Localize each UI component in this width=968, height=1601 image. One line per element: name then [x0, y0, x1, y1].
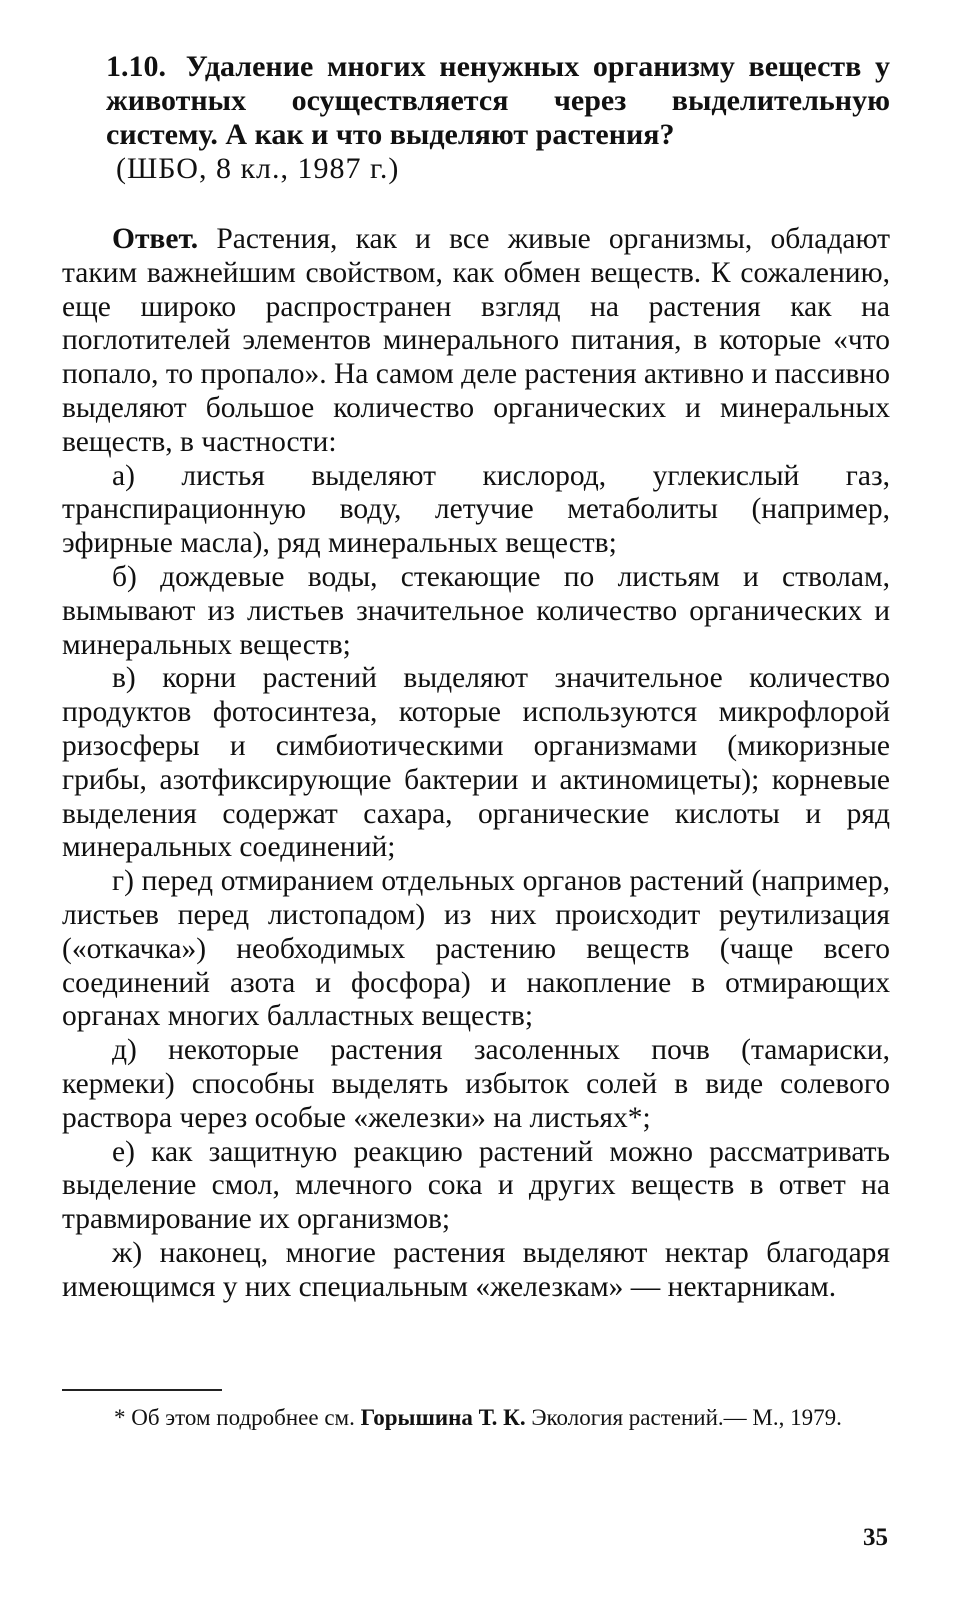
list-item-g: г) перед отмиранием отдельных органов растений (например, листьев перед листопадом) из них происходит реутилизация («откачка») необходимых растению веществ (чаще всего соединений азота и фосфора) и накопление в отмирающих органах многих балластных веществ;: [62, 865, 890, 1033]
list-item-b: б) дождевые воды, стекающие по листьям и стволам, вымывают из листьев значительное количество органических и минеральных веществ;: [62, 560, 890, 661]
footnote-divider: [62, 1389, 222, 1391]
answer-body: [62, 223, 890, 1305]
footnote-prefix: * Об этом подробнее см.: [114, 1405, 355, 1430]
footnote: [62, 1403, 890, 1433]
footnote-rest: Экология растений.— М., 1979.: [531, 1405, 842, 1430]
question-heading: [106, 50, 890, 186]
page-number: 35: [863, 1524, 888, 1551]
footnote-author: Горышина Т. К.: [360, 1405, 526, 1430]
list-item-a: а) листья выделяют кислород, углекислый газ, транспирационную воду, летучие метаболиты (например, эфирные масла), ряд минеральных веществ;: [62, 459, 890, 560]
question-number: 1.10.: [106, 50, 166, 83]
question-source: (ШБО, 8 кл., 1987 г.): [116, 152, 400, 185]
answer-intro: [62, 223, 890, 460]
list-item-d: д) некоторые растения засоленных почв (тамариски, кермеки) способны выделять избыток солей в виде солевого раствора через особые «железки» на листьях*;: [62, 1034, 890, 1134]
page-content: [62, 50, 890, 1305]
answer-intro-text: Растения, как и все живые организмы, обладают таким важнейшим свойством, как обмен веществ. К сожалению, еще широко распространен взгляд на растения как на поглотителей элементов минерального питания, в которые «что попало, то пропало». На самом деле растения активно и пассивно выделяют большое количество органических и минеральных веществ, в частности:: [62, 223, 890, 458]
list-item-zh: ж) наконец, многие растения выделяют нектар благодаря имеющимся у них специальным «железкам» — нектарникам.: [62, 1236, 890, 1303]
list-item-e: е) как защитную реакцию растений можно рассматривать выделение смол, млечного сока и других веществ в ответ на травмирование их организмов;: [62, 1135, 890, 1236]
list-item-v: в) корни растений выделяют значительное количество продуктов фотосинтеза, которые используются микрофлорой ризосферы и симбиотическими организмами (микоризные грибы, азотфиксирующие бактерии и актиномицеты); корневые выделения содержат сахара, органические кислоты и ряд минеральных соединений;: [62, 662, 890, 864]
question-text: Удаление многих ненужных организму веществ у животных осуществляется через выделительную систему. А как и что выделяют растения?: [106, 50, 891, 151]
answer-label: Ответ.: [112, 223, 199, 255]
